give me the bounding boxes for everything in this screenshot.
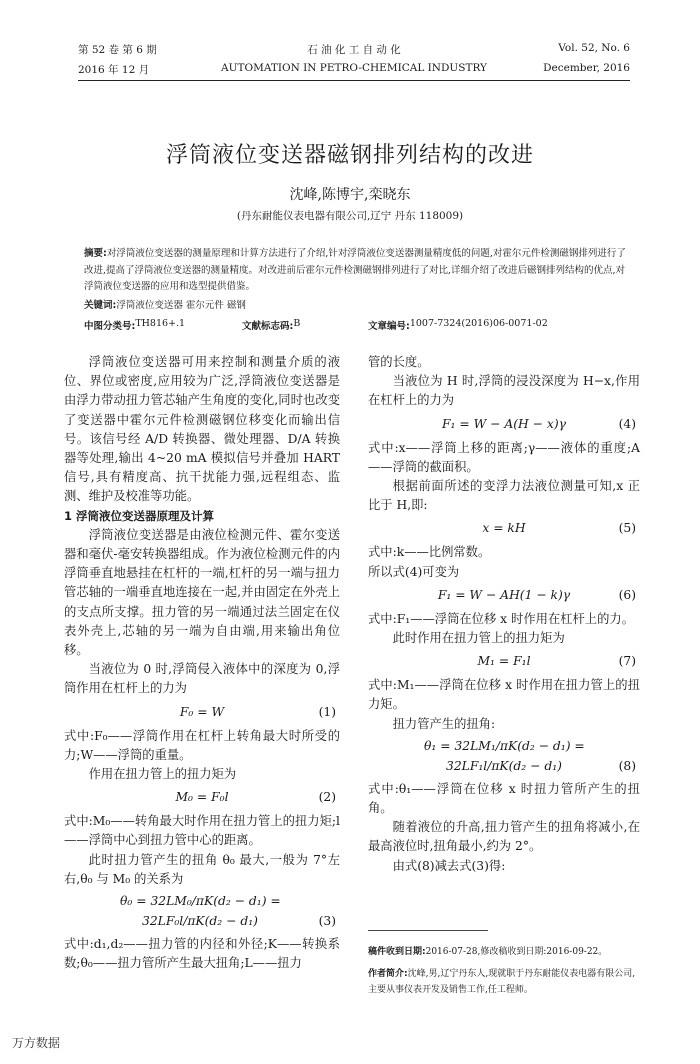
equation-5: x = kH (5) xyxy=(482,521,636,536)
equation-8: θ₁ = 32LM₁/πK(d₂ − d₁) = 32LF₁l/πK(d₂ − d₁) (8) xyxy=(424,738,636,773)
section-heading: 1 浮筒液位变送器原理及计算 xyxy=(64,508,215,523)
paragraph: 式中:M₁——浮筒在位移 x 时作用在扭力管上的扭力矩。 xyxy=(368,678,640,712)
equation-1: F₀ = W (1) xyxy=(179,704,336,719)
right-column xyxy=(368,353,640,876)
affiliation: (丹东耐能仪表电器有限公司,辽宁 丹东 118009) xyxy=(236,210,464,222)
paragraph: 式中:k——比例常数。 xyxy=(368,545,491,560)
paragraph: 随着液位的升高,扭力管产生的扭角将减小,在最高液位时,扭角最小,约为 2°。 xyxy=(368,820,640,854)
paragraph: 此时扭力管产生的扭角 θ₀ 最大,一般为 7°左右,θ₀ 与 M₀ 的关系为 xyxy=(64,852,340,886)
received-label: 稿件收到日期: xyxy=(368,947,426,957)
paragraph: 式中:M₀——转角最大时作用在扭力管上的扭力矩;l——浮筒中心到扭力管中心的距离。 xyxy=(64,814,340,848)
keywords xyxy=(84,298,630,315)
article-no-label: 文章编号: xyxy=(368,321,410,332)
paragraph: 式中:d₁,d₂——扭力管的内径和外径;K——转换系数;θ₀——扭力管所产生最大扭角;L——扭力 xyxy=(64,937,340,971)
journal-en: AUTOMATION IN PETRO-CHEMICAL INDUSTRY xyxy=(221,62,487,74)
doc-code-value: B xyxy=(293,318,301,329)
paragraph: 此时作用在扭力管上的扭力矩为 xyxy=(392,631,565,646)
equation-4: F₁ = W − A(H − x)γ (4) xyxy=(442,416,636,431)
author-bio-text: 沈峰,男,辽宁丹东人,现就职于丹东耐能仪表电器有限公司,主要从事仪表开发及销售工作,任工程师。 xyxy=(368,969,636,995)
article-no-value: 1007-7324(2016)06-0071-02 xyxy=(409,318,548,329)
abstract xyxy=(84,246,630,296)
header-rule xyxy=(78,80,630,81)
paragraph: 当液位为 0 时,浮筒侵入液体中的深度为 0,浮筒作用在杠杆上的力为 xyxy=(64,662,340,696)
footnote-rule xyxy=(368,930,488,931)
abstract-text: 对浮筒液位变送器的测量原理和计算方法进行了介绍,针对浮筒液位变送器测量精度低的问题,对霍尔元件检测磁钢排列进行了改进,提高了浮筒液位变送器的测量精度。对改进前后霍尔元件检测磁钢排列进行了对比,详细介绍了改进后磁钢排列结构的优点,对浮筒液位变送器的应用和选型提供借鉴。 xyxy=(84,248,626,292)
keywords-label: 关键词: xyxy=(84,300,117,311)
date-cn: 2016 年 12 月 xyxy=(78,64,150,76)
keywords-text: 浮筒液位变送器 霍尔元件 磁钢 xyxy=(116,300,246,311)
equation-6: F₁ = W − AH(1 − k)γ (6) xyxy=(437,587,636,602)
paragraph: 根据前面所述的变浮力法液位测量可知,x 正比于 H,即: xyxy=(368,479,640,513)
footnote-author xyxy=(368,966,640,998)
paragraph: 式中:x——浮筒上移的距离;γ——液体的重度;A——浮筒的截面积。 xyxy=(368,440,640,474)
cls-value: TH816+.1 xyxy=(135,318,186,329)
paragraph: 当液位为 H 时,浮筒的浸没深度为 H−x,作用在杠杆上的力为 xyxy=(368,374,640,408)
authors: 沈峰,陈博宇,栾晓东 xyxy=(289,187,411,203)
abstract-label: 摘要: xyxy=(84,248,107,259)
paragraph: 作用在扭力管上的扭力矩为 xyxy=(88,767,237,782)
paragraph: 管的长度。 xyxy=(368,355,430,369)
paragraph: 浮筒液位变送器是由液位检测元件、霍尔变送器和毫伏-毫安转换器组成。作为液位检测元件的内浮筒垂直地悬挂在杠杆的一端,杠杆的另一端与扭力管芯轴的一端垂直地连接在一起,并由固定在外壳上的支点所支撑。扭力管的另一端通过法兰固定在仪表外壳上,芯轴的另一端为自由端,用来输出角位移。 xyxy=(64,527,340,658)
volume-cn: 第 52 卷 第 6 期 xyxy=(78,44,157,56)
paragraph: 所以式(4)可变为 xyxy=(368,564,460,579)
received-text: 2016-07-28,修改稿收到日期:2016-09-22。 xyxy=(425,947,608,957)
paragraph: 浮筒液位变送器可用来控制和测量介质的液位、界位或密度,应用较为广泛,浮筒液位变送器是由浮力带动扭力管芯轴产生角度的变化,同时也改变了变送器中霍尔元件检测磁钢位移变化而输出信号。该信号经 A/D 转换器、微处理器、D/A 转换器等处理,输出 4~20 mA 模拟信号并叠加 HART 信号,具有精度高、抗干扰能力强,远程组态、监测、维护及校准等功能。 xyxy=(64,355,340,504)
paragraph: 由式(8)减去式(3)得: xyxy=(392,858,506,873)
equation-7: M₁ = F₁l (7) xyxy=(477,654,636,669)
watermark: 万方数据 xyxy=(12,1036,61,1050)
journal-cn: 石 油 化 工 自 动 化 xyxy=(307,44,401,56)
footnote-received xyxy=(368,944,640,960)
doc-code-label: 文献标志码: xyxy=(242,321,294,332)
paper-title: 浮筒液位变送器磁钢排列结构的改进 xyxy=(165,143,534,168)
paragraph: 扭力管产生的扭角: xyxy=(392,716,496,731)
volume-en: Vol. 52, No. 6 xyxy=(558,42,630,54)
date-en: December, 2016 xyxy=(543,62,630,74)
left-column xyxy=(64,353,340,973)
equation-3: θ₀ = 32LM₀/πK(d₂ − d₁) = 32LF₀l/πK(d₂ − d₁) (3) xyxy=(120,894,336,929)
paragraph: 式中:F₁——浮筒在位移 x 时作用在杠杆上的力。 xyxy=(368,611,634,626)
paragraph: 式中:F₀——浮筒作用在杠杆上转角最大时所受的力;W——浮筒的重量。 xyxy=(64,728,340,762)
author-bio-label: 作者简介: xyxy=(368,969,408,979)
paragraph: 式中:θ₁——浮筒在位移 x 时扭力管所产生的扭角。 xyxy=(368,781,640,816)
cls-label: 中图分类号: xyxy=(84,321,136,332)
equation-2: M₀ = F₀l (2) xyxy=(175,790,336,805)
